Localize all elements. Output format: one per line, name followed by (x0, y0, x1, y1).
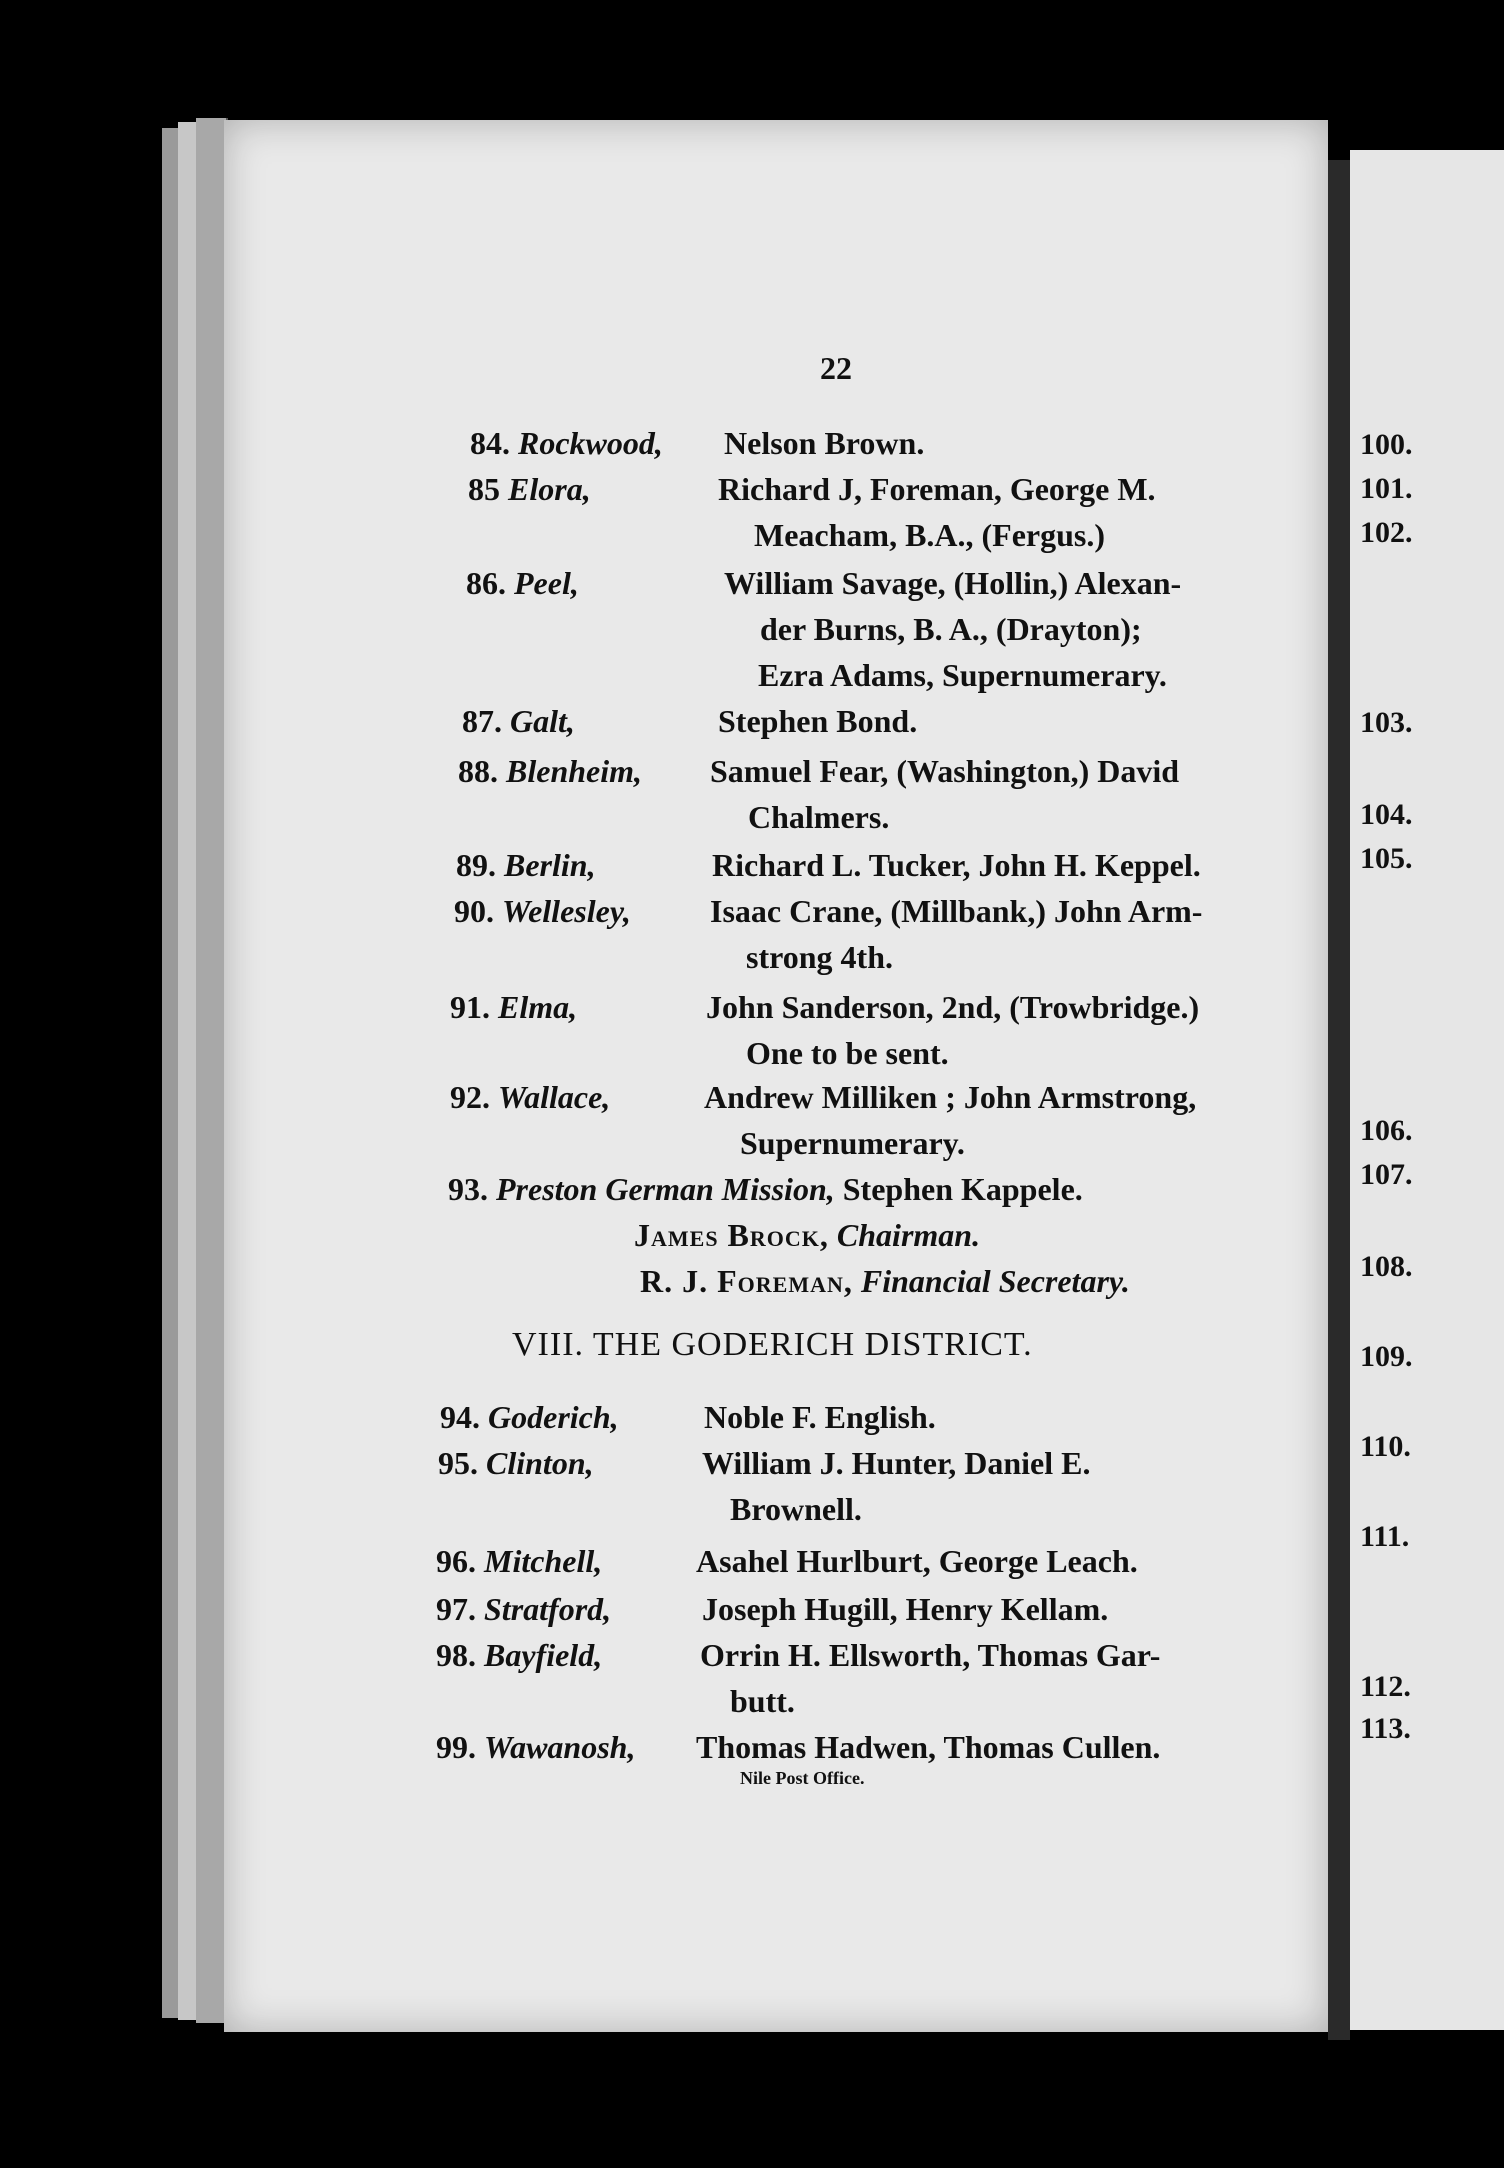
entry-number: 86. (466, 565, 506, 601)
entry-number: 98. (436, 1637, 476, 1673)
entry-84 (470, 420, 925, 466)
right-entry-number: 100. (1360, 428, 1413, 461)
entry-95 (438, 1440, 1091, 1486)
right-entry-number: 109. (1360, 1340, 1413, 1373)
entry-continuation: Chalmers. (748, 799, 890, 835)
right-entry-number: 104. (1360, 798, 1413, 831)
entry-place: Goderich, (488, 1399, 619, 1435)
entry-number: 92. (450, 1079, 490, 1115)
entry-number: 87. (462, 703, 502, 739)
entry-number: 97. (436, 1591, 476, 1627)
entry-continuation: Supernumerary. (740, 1125, 965, 1161)
right-entry-number: 103. (1360, 706, 1413, 739)
signature-financial-secretary (640, 1258, 1130, 1304)
entry-continuation: Meacham, B.A., (Fergus.) (754, 517, 1106, 553)
entry-place: Preston German Mission, (496, 1171, 835, 1207)
entry-number: 95. (438, 1445, 478, 1481)
right-entry-number: 105. (1360, 842, 1413, 875)
entry-place: Elma, (498, 989, 578, 1025)
page-number: 22 (820, 350, 852, 386)
entry-names: Stephen Bond. (718, 703, 918, 739)
entry-place: Clinton, (486, 1445, 594, 1481)
entry-names: Nelson Brown. (724, 425, 925, 461)
entry-names: William Savage, (Hollin,) Alexan- (724, 565, 1182, 601)
entry-place: Berlin, (504, 847, 596, 883)
entry-place: Wawanosh, (484, 1729, 636, 1765)
entry-names: Richard L. Tucker, John H. Keppel. (712, 847, 1201, 883)
right-entry-number: 101. (1360, 472, 1413, 505)
entry-88 (458, 748, 1180, 794)
entry-number: 85 (468, 471, 500, 507)
entry-85 (468, 466, 1156, 512)
entry-names: John Sanderson, 2nd, (Trowbridge.) (706, 989, 1200, 1025)
entry-89 (456, 842, 1201, 888)
entry-names: Isaac Crane, (Millbank,) John Arm- (710, 893, 1203, 929)
entry-continuation: One to be sent. (746, 1035, 949, 1071)
entry-place: Elora, (508, 471, 591, 507)
entry-99 (436, 1724, 1161, 1770)
entry-place: Bayfield, (484, 1637, 603, 1673)
signature-chairman (634, 1212, 980, 1258)
entry-continuation: Brownell. (730, 1491, 862, 1527)
right-entry-number: 108. (1360, 1250, 1413, 1283)
entry-96 (436, 1538, 1138, 1584)
entry-names: Asahel Hurlburt, George Leach. (696, 1543, 1138, 1579)
entry-86 (466, 560, 1182, 606)
right-page (1350, 150, 1504, 2030)
entry-continuation: butt. (730, 1683, 795, 1719)
entry-94 (440, 1394, 936, 1440)
entry-place: Wellesley, (502, 893, 631, 929)
entry-number: 94. (440, 1399, 480, 1435)
entry-90 (454, 888, 1203, 934)
entry-names: Joseph Hugill, Henry Kellam. (702, 1591, 1109, 1627)
signature-title: Financial Secretary. (860, 1263, 1130, 1299)
entry-number: 89. (456, 847, 496, 883)
entry-number: 96. (436, 1543, 476, 1579)
entry-number: 93. (448, 1171, 488, 1207)
right-entry-number: 111. (1360, 1520, 1410, 1553)
entry-93 (448, 1166, 1083, 1212)
entry-place: Wallace, (498, 1079, 611, 1115)
entry-number: 84. (470, 425, 510, 461)
right-entry-number: 102. (1360, 516, 1413, 549)
book-gutter (1328, 160, 1350, 2040)
signature-name: R. J. Foreman, (640, 1263, 853, 1299)
entry-names: Stephen Kappele. (842, 1171, 1083, 1207)
right-entry-number: 112. (1360, 1670, 1411, 1703)
right-entry-number: 110. (1360, 1430, 1411, 1463)
footnote: Nile Post Office. (740, 1768, 865, 1788)
entry-names: Noble F. English. (704, 1399, 936, 1435)
right-entry-number: 107. (1360, 1158, 1413, 1191)
entry-continuation: Ezra Adams, Supernumerary. (758, 657, 1167, 693)
entry-names: Richard J, Foreman, George M. (718, 471, 1156, 507)
entry-names: William J. Hunter, Daniel E. (702, 1445, 1091, 1481)
right-entry-number: 106. (1360, 1114, 1413, 1147)
entry-98 (436, 1632, 1161, 1678)
entry-number: 91. (450, 989, 490, 1025)
signature-name: James Brock, (634, 1217, 829, 1253)
entry-number: 99. (436, 1729, 476, 1765)
entry-87 (462, 698, 918, 744)
entry-place: Mitchell, (484, 1543, 603, 1579)
entry-number: 88. (458, 753, 498, 789)
entry-place: Stratford, (484, 1591, 612, 1627)
entry-names: Thomas Hadwen, Thomas Cullen. (696, 1729, 1161, 1765)
entry-number: 90. (454, 893, 494, 929)
entry-names: Samuel Fear, (Washington,) David (710, 753, 1180, 789)
entry-continuation: strong 4th. (746, 939, 893, 975)
entry-97 (436, 1586, 1109, 1632)
entry-names: Andrew Milliken ; John Armstrong, (704, 1079, 1197, 1115)
entry-place: Blenheim, (506, 753, 643, 789)
signature-title: Chairman. (836, 1217, 981, 1253)
entry-place: Galt, (510, 703, 575, 739)
entry-place: Peel, (514, 565, 579, 601)
district-heading: VIII. THE GODERICH DISTRICT. (512, 1326, 1033, 1363)
entry-92 (450, 1074, 1197, 1120)
entry-continuation: der Burns, B. A., (Drayton); (760, 611, 1142, 647)
entry-91 (450, 984, 1200, 1030)
right-entry-number: 113. (1360, 1712, 1411, 1745)
entry-names: Orrin H. Ellsworth, Thomas Gar- (700, 1637, 1161, 1673)
entry-place: Rockwood, (518, 425, 663, 461)
